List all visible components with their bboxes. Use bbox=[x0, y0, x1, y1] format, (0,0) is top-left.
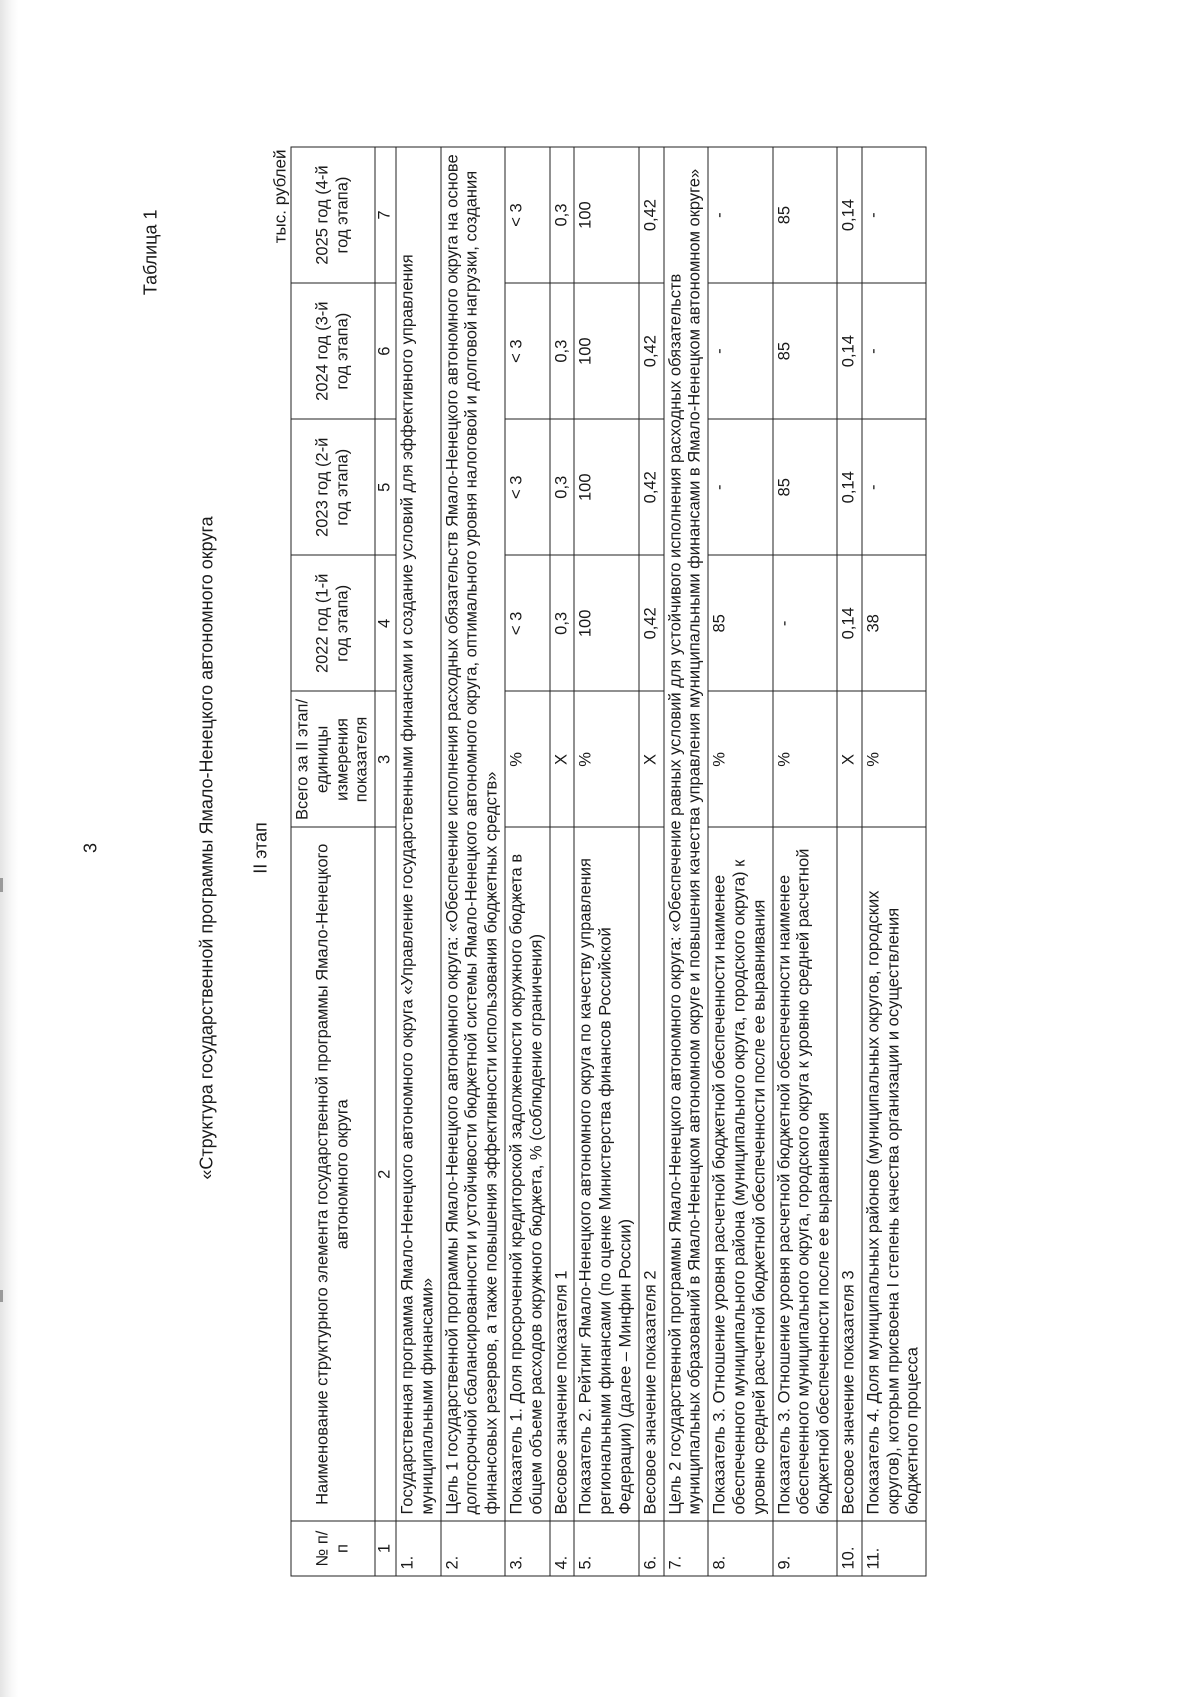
row-number: 5. bbox=[574, 1521, 638, 1576]
column-index-row bbox=[375, 147, 396, 1576]
row-text: Весовое значение показателя 3 bbox=[837, 828, 862, 1522]
row-unit: X bbox=[837, 691, 862, 827]
table-row bbox=[550, 147, 575, 1576]
row-unit: % bbox=[505, 691, 550, 827]
column-header: 2025 год (4-й год этапа) bbox=[291, 147, 375, 283]
table-row bbox=[862, 147, 926, 1576]
row-number: 9. bbox=[773, 1521, 837, 1576]
stage-heading: II этап bbox=[250, 822, 271, 874]
column-header: № п/п bbox=[291, 1521, 375, 1576]
value-2022: 38 bbox=[862, 555, 926, 691]
page-number: 3 bbox=[80, 843, 101, 854]
value-2023: 0,3 bbox=[550, 419, 575, 555]
row-number: 11. bbox=[862, 1521, 926, 1576]
value-2022: 0,3 bbox=[550, 555, 575, 691]
row-unit: % bbox=[862, 691, 926, 827]
row-text: Цель 1 государственной программы Ямало-Ненецкого автономного округа: «Обеспечение исполнения расходных обязательств Ямало-Ненецкого автономного округа на основе долгосрочной сбалансированности и устойчивости бюджетной системы Ямало-Ненецкого автономного округа, оптимального уровня налоговой и долговой нагрузки, создания финансовых резервов, а также повышения эффективности использования бюджетных средств» bbox=[441, 147, 505, 1521]
table-row bbox=[773, 147, 837, 1576]
value-2024: 85 bbox=[773, 283, 837, 419]
row-number: 2. bbox=[441, 1521, 505, 1576]
value-2023: 85 bbox=[773, 419, 837, 555]
row-unit: % bbox=[773, 691, 837, 827]
value-2023: 0,42 bbox=[639, 419, 664, 555]
column-index: 4 bbox=[375, 555, 396, 691]
column-header: Наименование структурного элемента государственной программы Ямало-Ненецкого автономного округа bbox=[291, 828, 375, 1522]
value-2024: - bbox=[708, 283, 772, 419]
row-text: Показатель 1. Доля просроченной кредиторской задолженности окружного бюджета в общем объеме расходов окружного бюджета, % (соблюдение ограничения) bbox=[505, 828, 550, 1522]
row-number: 10. bbox=[837, 1521, 862, 1576]
row-text: Показатель 3. Отношение уровня расчетной бюджетной обеспеченности наименее обеспеченного муниципального района (муниципального округа, городского округа) к уровню средней расчетной бюджетной обеспеченности после ее выравнивания bbox=[708, 828, 772, 1522]
column-header: Всего за II этап/ единицы измерения показателя bbox=[291, 691, 375, 827]
value-2024: 0,3 bbox=[550, 283, 575, 419]
row-text: Весовое значение показателя 2 bbox=[639, 828, 664, 1522]
row-unit: % bbox=[574, 691, 638, 827]
row-text: Весовое значение показателя 1 bbox=[550, 828, 575, 1522]
table-header-row bbox=[291, 147, 375, 1576]
table-row bbox=[396, 147, 441, 1576]
table-row bbox=[708, 147, 772, 1576]
table-row bbox=[639, 147, 664, 1576]
value-2023: 0,14 bbox=[837, 419, 862, 555]
value-2022: - bbox=[773, 555, 837, 691]
column-index: 3 bbox=[375, 691, 396, 827]
row-text: Показатель 2. Рейтинг Ямало-Ненецкого автономного округа по качеству управления региональными финансами (по оценке Министерства финансов Российской Федерации) (далее – Минфин России) bbox=[574, 828, 638, 1522]
row-text: Показатель 4. Доля муниципальных районов (муниципальных округов, городских округов), которым присвоена I степень качества организации и осуществления бюджетного процесса bbox=[862, 828, 926, 1522]
row-number: 7. bbox=[664, 1521, 709, 1576]
table-label: Таблица 1 bbox=[140, 209, 161, 296]
value-2023: - bbox=[862, 419, 926, 555]
table-row bbox=[664, 147, 709, 1576]
program-structure-table bbox=[291, 147, 927, 1577]
column-index: 1 bbox=[375, 1521, 396, 1576]
value-2025: 0,3 bbox=[550, 147, 575, 283]
value-2023: < 3 bbox=[505, 419, 550, 555]
value-2024: 0,14 bbox=[837, 283, 862, 419]
row-text: Государственная программа Ямало-Ненецкого автономного округа «Управление государственными финансами и создание условий для эффективного управления муниципальными финансами» bbox=[396, 147, 441, 1521]
column-index: 2 bbox=[375, 828, 396, 1522]
column-header: 2023 год (2-й год этапа) bbox=[291, 419, 375, 555]
row-number: 1. bbox=[396, 1521, 441, 1576]
value-2024: 100 bbox=[574, 283, 638, 419]
unit-label: тыс. рублей bbox=[270, 149, 290, 244]
value-2022: 0,42 bbox=[639, 555, 664, 691]
value-2025: 0,42 bbox=[639, 147, 664, 283]
document-title: «Структура государственной программы Ямало-Ненецкого автономного округа bbox=[196, 516, 217, 1180]
row-number: 3. bbox=[505, 1521, 550, 1576]
table-row bbox=[574, 147, 638, 1576]
value-2025: 0,14 bbox=[837, 147, 862, 283]
column-index: 6 bbox=[375, 283, 396, 419]
value-2024: 0,42 bbox=[639, 283, 664, 419]
row-unit: X bbox=[550, 691, 575, 827]
row-unit: X bbox=[639, 691, 664, 827]
value-2025: < 3 bbox=[505, 147, 550, 283]
column-index: 7 bbox=[375, 147, 396, 283]
column-index: 5 bbox=[375, 419, 396, 555]
table-row bbox=[837, 147, 862, 1576]
row-unit: % bbox=[708, 691, 772, 827]
value-2024: < 3 bbox=[505, 283, 550, 419]
row-number: 8. bbox=[708, 1521, 772, 1576]
value-2023: 100 bbox=[574, 419, 638, 555]
row-number: 4. bbox=[550, 1521, 575, 1576]
table-row bbox=[505, 147, 550, 1576]
value-2022: 85 bbox=[708, 555, 772, 691]
value-2023: - bbox=[708, 419, 772, 555]
value-2024: - bbox=[862, 283, 926, 419]
column-header: 2024 год (3-й год этапа) bbox=[291, 283, 375, 419]
value-2022: 0,14 bbox=[837, 555, 862, 691]
column-header: 2022 год (1-й год этапа) bbox=[291, 555, 375, 691]
document-page bbox=[1, 0, 1200, 1697]
row-text: Цель 2 государственной программы Ямало-Ненецкого автономного округа: «Обеспечение равных условий для устойчивого исполнения расходных обязательств муниципальных образований в Ямало-Ненецком автономном округе и повышения качества управления муниципальными финансами в Ямало-Ненецком автономном округе» bbox=[664, 147, 709, 1521]
row-number: 6. bbox=[639, 1521, 664, 1576]
value-2022: 100 bbox=[574, 555, 638, 691]
value-2025: 100 bbox=[574, 147, 638, 283]
row-text: Показатель 3. Отношение уровня расчетной бюджетной обеспеченности наименее обеспеченного муниципального округа, городского округа к уровню средней расчетной бюджетной обеспеченности после ее выравнивания bbox=[773, 828, 837, 1522]
table-row bbox=[441, 147, 505, 1576]
value-2025: - bbox=[862, 147, 926, 283]
value-2025: - bbox=[708, 147, 772, 283]
value-2025: 85 bbox=[773, 147, 837, 283]
value-2022: < 3 bbox=[505, 555, 550, 691]
